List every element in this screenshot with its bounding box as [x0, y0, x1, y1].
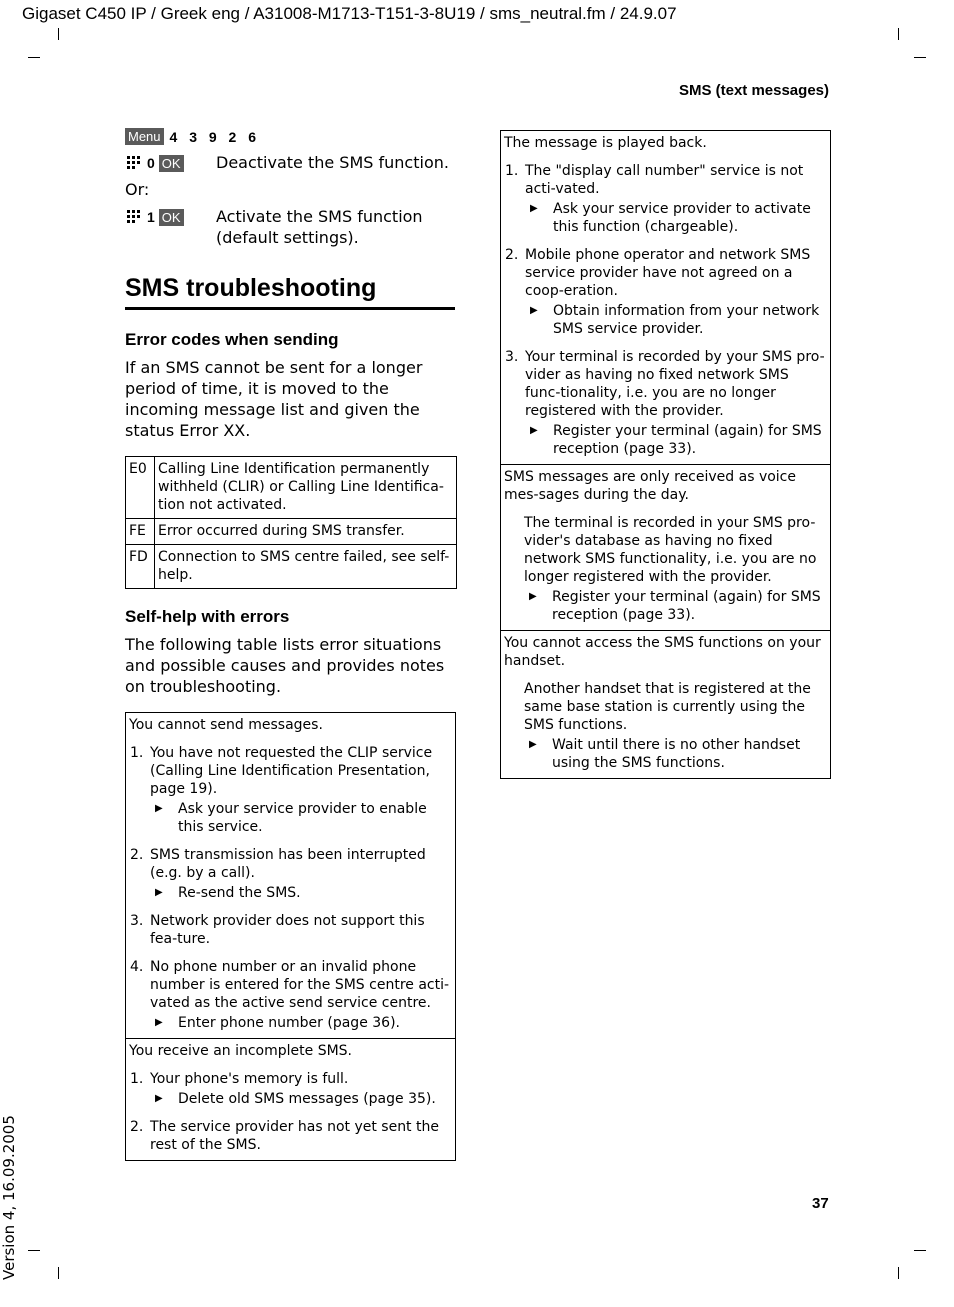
- list-item: [129, 912, 452, 948]
- running-title: SMS (text messages): [678, 82, 829, 99]
- version-label: Version 4, 16.09.2005: [0, 1115, 18, 1280]
- cause-text: The terminal is recorded in your SMS pro-vider's database as having no fixed network SMS functionality, i.e. you are no longer registered with the provider.: [524, 515, 817, 585]
- crop-mark: [58, 1267, 59, 1279]
- menu-digits: 4 3 9 2 6: [169, 128, 261, 145]
- item-number: 1.: [505, 163, 519, 179]
- self-help-table-right: [500, 130, 831, 779]
- triangle-right-icon: ▶: [530, 203, 538, 214]
- item-text: No phone number or an invalid phone number is entered for the SMS centre acti-vated as the active send service centre.: [150, 959, 450, 1011]
- item-number: 1.: [130, 1071, 144, 1087]
- triangle-right-icon: ▶: [155, 1093, 163, 1104]
- error-code: FD: [126, 545, 155, 589]
- item-text: Mobile phone operator and network SMS service provider have not agreed on a coop-eration.: [525, 247, 811, 299]
- problem-section: [501, 131, 830, 464]
- table-row: [126, 519, 457, 545]
- list-item: [129, 846, 452, 902]
- menu-key: Menu: [125, 128, 164, 145]
- problem-section: [126, 1038, 455, 1160]
- step-deactivate-keys: [125, 154, 184, 172]
- self-help-heading: Self-help with errors: [125, 607, 290, 626]
- triangle-right-icon: ▶: [529, 739, 537, 750]
- crop-mark: [914, 57, 926, 58]
- table-row: [126, 545, 457, 589]
- ok-key: OK: [159, 209, 184, 226]
- triangle-right-icon: ▶: [155, 1017, 163, 1028]
- item-number: 3.: [130, 913, 144, 929]
- error-code: E0: [126, 457, 155, 519]
- item-text: Your terminal is recorded by your SMS pro-vider as having no fixed network SMS func-tionality, i.e. you are no longer registered with the provider.: [525, 349, 825, 419]
- page-number: 37: [812, 1195, 829, 1212]
- list-item: [129, 958, 452, 1032]
- triangle-right-icon: ▶: [530, 305, 538, 316]
- problem-title: You receive an incomplete SMS.: [129, 1043, 353, 1059]
- item-action: Delete old SMS messages (page 35).: [178, 1091, 436, 1107]
- self-help-intro: The following table lists error situations and possible causes and provides notes on troubleshooting.: [125, 635, 445, 696]
- or-label: Or:: [125, 180, 150, 199]
- item-number: 2.: [130, 847, 144, 863]
- menu-sequence: [125, 128, 260, 145]
- item-action: Wait until there is no other handset using the SMS functions.: [552, 737, 801, 771]
- problem-title: You cannot send messages.: [129, 717, 323, 733]
- section-title: SMS troubleshooting: [125, 274, 377, 302]
- item-text: The "display call number" service is not acti-vated.: [525, 163, 804, 197]
- document-header: Gigaset C450 IP / Greek eng / A31008-M1713-T151-3-8U19 / sms_neutral.fm / 24.9.07: [22, 4, 677, 23]
- problem-section: [501, 630, 830, 778]
- crop-mark: [898, 1267, 899, 1279]
- triangle-right-icon: ▶: [155, 887, 163, 898]
- error-codes-intro: If an SMS cannot be sent for a longer period of time, it is moved to the incoming message list and given the status Error XX.: [125, 358, 423, 440]
- section-rule: [125, 307, 455, 310]
- item-action: Ask your service provider to enable this service.: [178, 801, 427, 835]
- error-description: Calling Line Identification permanently withheld (CLIR) or Calling Line Identifica-tion not activated.: [155, 457, 457, 519]
- item-text: The service provider has not yet sent the rest of the SMS.: [150, 1119, 439, 1153]
- problem-title: The message is played back.: [504, 135, 707, 151]
- error-code: FE: [126, 519, 155, 545]
- triangle-right-icon: ▶: [530, 425, 538, 436]
- crop-mark: [58, 28, 59, 40]
- cause-text: Another handset that is registered at the same base station is currently using the SMS functions.: [524, 681, 811, 733]
- step-digit: 0: [147, 155, 155, 171]
- list-item: [504, 162, 827, 236]
- problem-section: [126, 713, 455, 1038]
- crop-mark: [28, 57, 40, 58]
- triangle-right-icon: ▶: [155, 803, 163, 814]
- keypad-icon: [125, 208, 143, 226]
- item-action: Enter phone number (page 36).: [178, 1015, 400, 1031]
- item-text: You have not requested the CLIP service (Calling Line Identification Presentation, page 19).: [150, 745, 433, 797]
- item-number: 3.: [505, 349, 519, 365]
- crop-mark: [898, 28, 899, 40]
- item-action: Register your terminal (again) for SMS reception (page 33).: [552, 589, 821, 623]
- step-activate-text: Activate the SMS function (default settings).: [216, 207, 423, 247]
- list-item: [129, 1070, 452, 1108]
- item-text: SMS transmission has been interrupted (e.g. by a call).: [150, 847, 426, 881]
- error-codes-table: [125, 456, 457, 589]
- step-digit: 1: [147, 209, 155, 225]
- crop-mark: [28, 1250, 40, 1251]
- item-number: 1.: [130, 745, 144, 761]
- item-action: Register your terminal (again) for SMS reception (page 33).: [553, 423, 822, 457]
- self-help-table-left: [125, 712, 456, 1161]
- list-item: [504, 246, 827, 338]
- list-item: [129, 1118, 452, 1154]
- list-item: [504, 348, 827, 458]
- table-row: [126, 457, 457, 519]
- item-number: 4.: [130, 959, 144, 975]
- keypad-icon: [125, 154, 143, 172]
- item-action: Re-send the SMS.: [178, 885, 301, 901]
- ok-key: OK: [159, 155, 184, 172]
- error-description: Error occurred during SMS transfer.: [155, 519, 457, 545]
- problem-title: You cannot access the SMS functions on your handset.: [504, 635, 821, 669]
- item-text: Network provider does not support this fea-ture.: [150, 913, 425, 947]
- problem-section: [501, 464, 830, 630]
- item-number: 2.: [130, 1119, 144, 1135]
- error-codes-heading: Error codes when sending: [125, 330, 339, 349]
- step-activate-keys: [125, 208, 184, 226]
- item-action: Obtain information from your network SMS service provider.: [553, 303, 820, 337]
- list-item: [129, 744, 452, 836]
- step-deactivate-text: Deactivate the SMS function.: [216, 153, 449, 172]
- problem-title: SMS messages are only received as voice mes-sages during the day.: [504, 469, 796, 503]
- triangle-right-icon: ▶: [529, 591, 537, 602]
- item-action: Ask your service provider to activate this function (chargeable).: [553, 201, 811, 235]
- crop-mark: [914, 1250, 926, 1251]
- item-text: Your phone's memory is full.: [150, 1071, 349, 1087]
- item-number: 2.: [505, 247, 519, 263]
- error-description: Connection to SMS centre failed, see self-help.: [155, 545, 457, 589]
